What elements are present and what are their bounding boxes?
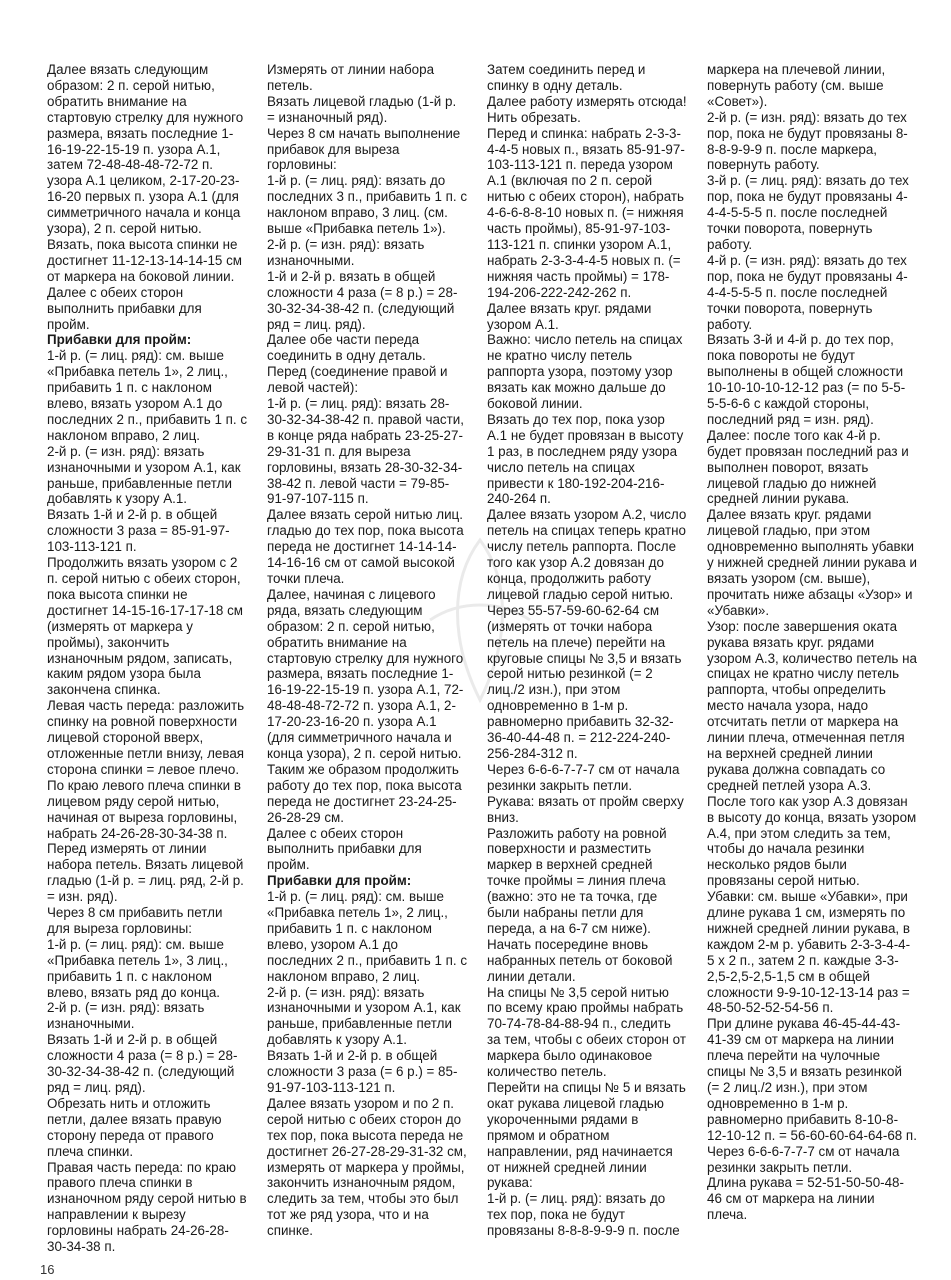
paragraph: Разложить работу на ровной поверхности и разместить маркер в верхней средней точке проймы = линия плеча (важно: это не та точка, где были набраны петли для переда, а на 6-7 см ниже). [487, 825, 667, 936]
paragraph: 3-й р. (= лиц. ряд): вязать до тех пор, пока не будут провязаны 4-4-4-5-5-5 п. после последней точки поворота, повернуть работу. [707, 173, 909, 252]
paragraph: Через 8 см начать выполнение прибавок для выреза горловины: [267, 125, 461, 173]
paragraph: Через 6-6-6-7-7-7 см от начала резинки закрыть петли. [707, 1143, 900, 1175]
paragraph: Вязать 3-й и 4-й р. до тех пор, пока повороты не будут выполнены в общей сложности 10-10-10-10-12-12 раз (= по 5-5-5-5-6-6 с каждой стороны, последний ряд = изн. ряд). [707, 332, 906, 427]
paragraph: маркера на плечевой линии, повернуть работу (см. выше «Совет»). [707, 62, 886, 109]
paragraph: Далее обе части переда соединить в одну деталь. [267, 332, 426, 364]
paragraph: Правая часть переда: по краю правого плеча спинки в изнаночном ряду серой нитью в направлении к вырезу горловины набрать 24-26-28-30-34-38 п. [47, 1159, 247, 1255]
paragraph: 2-й р. (= изн. ряд): вязать изнаночными и узором А.1, как раньше, прибавленные петли добавлять к узору А.1. [47, 443, 241, 507]
paragraph: Далее вязать узором и по 2 п. серой нитью с обеих сторон до тех пор, пока высота переда не достигнет 26-27-28-29-31-32 см, измерять от маркера у проймы, закончить изнаночным рядом, следить за тем, чтобы это был тот же ряд узора, что и на спинке. [267, 1095, 467, 1239]
paragraph: 2-й р. (= изн. ряд): вязать до тех пор, пока не будут провязаны 8-8-8-9-9-9 п. после маркера, повернуть работу. [707, 109, 908, 173]
paragraph: Прибавки для пройм: [47, 332, 192, 348]
paragraph: Далее работу измерять отсюда! Нить обрезать. [487, 93, 687, 125]
paragraph: Затем соединить перед и спинку в одну деталь. [487, 62, 646, 93]
paragraph: Вязать 1-й и 2-й р. в общей сложности 3 раза (= 6 р.) = 85-91-97-103-113-121 п. [267, 1048, 458, 1095]
paragraph: Перед и спинка: набрать 2-3-3-4-4-5 новых п., вязать 85-91-97-103-113-121 п. переда узором А.1 (включая по 2 п. серой нитью с обеих сторон), набрать 4-6-6-8-8-10 новых п. (= нижняя часть проймы), 85-91-97-103-113-121 п. спинки узором А.1, набрать 2-3-3-4-4-5 новых п. (= нижняя часть проймы) = 178-194-206-222-242-262 п. [487, 125, 685, 300]
paragraph: 1-й р. (= лиц. ряд): см. выше «Прибавка петель 1», 2 лиц., прибавить 1 п. с наклоном влево, узором А.1 до последних 2 п., прибавить 1 п. с наклоном вправо, 2 лиц. [267, 889, 467, 984]
paragraph: 2-й р. (= изн. ряд): вязать изнаночными. [47, 1000, 205, 1032]
paragraph: Далее, начиная с лицевого ряда, вязать следующим образом: 2 п. серой нитью, обратить внимание на стартовую стрелку для нужного размера, вязать последние 1-16-19-22-15-19 п. узора А.1, 72-48-48-48-72-72 п. узора А.1, 2-17-20-23-16-20 п. узора А.1 (для симметричного начала и конца узора), 2 п. серой нитью. [267, 586, 464, 761]
paragraph: Начать посередине вновь набранных петель от боковой линии детали. [487, 936, 673, 984]
paragraph: Далее с обеих сторон выполнить прибавки для пройм. [267, 825, 422, 873]
page-number: 16 [40, 1262, 55, 1277]
paragraph: Продолжить вязать узором с 2 п. серой нитью с обеих сторон, пока высота спинки не достигнет 14-15-16-17-17-18 см (измерять от маркера у проймы), закончить изнаночным рядом, записать, каким рядом узора была закончена спинка. [47, 555, 243, 698]
paragraph: Левая часть переда: разложить спинку на ровной поверхности лицевой стороной вверх, отложенные петли внизу, левая сторона спинки = левое плечо. [47, 698, 245, 777]
paragraph: Перейти на спицы № 5 и вязать окат рукава лицевой гладью укороченными рядами в прямом и обратном направлении, ряд начинается от нижней средней линии рукава: [487, 1080, 686, 1191]
paragraph: 2-й р. (= изн. ряд): вязать изнаночными и узором А.1, как раньше, прибавленные петли добавлять к узору А.1. [267, 984, 461, 1048]
text-column-1 [47, 62, 247, 1267]
paragraph: 1-й и 2-й р. вязать в общей сложности 4 раза (= 8 р.) = 28-30-32-34-38-42 п. (следующий ряд = лиц. ряд). [267, 268, 458, 332]
text-column-3 [487, 62, 687, 1267]
paragraph: 1-й р. (= лиц. ряд): вязать до тех пор, пока не будут провязаны 8-8-8-9-9-9 п. после [487, 1191, 680, 1239]
paragraph: Измерять от линии набора петель. [267, 62, 435, 93]
paragraph: На спицы № 3,5 серой нитью по всему краю проймы набрать 70-74-78-84-88-94 п., следить за тем, чтобы с обеих сторон от маркера было одинаковое количество петель. [487, 984, 686, 1080]
paragraph: Через 55-57-59-60-62-64 см (измерять от точки набора петель на плече) перейти на круговые спицы № 3,5 и вязать серой нитью резинкой (= 2 лиц./2 изн.), при этом одновременно в 1-м р. равномерно прибавить 32-32-36-40-44-48 п. = 212-224-240-256-284-312 п. [487, 602, 682, 761]
paragraph: Перед измерять от линии набора петель. Вязать лицевой гладью (1-й р. = лиц. ряд, 2-й р. = изн. ряд). [47, 841, 244, 905]
text-column-4 [707, 62, 917, 1267]
paragraph: Далее вязать круг. рядами узором А.1. [487, 300, 652, 332]
paragraph: 2-й р. (= изн. ряд): вязать изнаночными. [267, 236, 425, 268]
paragraph: Важно: число петель на спицах не кратно числу петель раппорта узора, поэтому узор вязать как можно дальше до боковой линии. [487, 332, 683, 412]
paragraph: По краю левого плеча спинки в лицевом ряду серой нитью, начиная от выреза горловины, набрать 24-26-28-30-34-38 п. [47, 777, 241, 841]
paragraph: Перед (соединение правой и левой частей): [267, 364, 448, 396]
paragraph: 1-й р. (= лиц. ряд): см. выше «Прибавка петель 1», 2 лиц., прибавить 1 п. с наклоном влево, вязать узором А.1 до последних 2 п., прибавить 1 п. с наклоном вправо, 2 лиц. [47, 348, 247, 443]
paragraph: Убавки: см. выше «Убавки», при длине рукава 1 см, измерять по нижней средней линии рукава, в каждом 2-м р. убавить 2-3-3-4-4-5 х 2 п., затем 2 п. каждые 3-3-2,5-2,5-2,5-1,5 см в общей сложности 9-9-10-12-13-14 раз = 48-50-52-52-54-56 п. [707, 889, 911, 1016]
paragraph: Далее вязать следующим образом: 2 п. серой нитью, обратить внимание на стартовую стрелку для нужного размера, вязать последние 1-16-19-22-15-19 п. узора А.1, затем 72-48-48-48-72-72 п. узора А.1 целиком, 2-17-20-23-16-20 первых п. узора А.1 (для симметричного начала и конца узора), 2 п. серой нитью. Вязать, пока высота спинки не достигнет 11-12-13-14-14-15 см от маркера на боковой линии. [47, 62, 244, 284]
paragraph: Далее: после того как 4-й р. будет провязан последний раз и выполнен поворот, вязать лицевой гладью до нижней средней линии рукава. [707, 427, 909, 507]
paragraph: Далее вязать круг. рядами лицевой гладью, при этом одновременно выполнять убавки у нижней средней линии рукава и вязать узором (см. выше), прочитать ниже абзацы «Узор» и «Убавки». [707, 507, 917, 618]
text-column-2 [267, 62, 467, 1267]
paragraph: После того как узор А.3 довязан в высоту до конца, вязать узором А.4, при этом следить за тем, чтобы до начала резинки несколько рядов были провязаны серой нитью. [707, 793, 917, 889]
paragraph: Через 8 см прибавить петли для выреза горловины: [47, 905, 223, 936]
paragraph: 4-й р. (= изн. ряд): вязать до тех пор, пока не будут провязаны 4-4-4-5-5-5 п. после последней точки поворота, повернуть работу. [707, 252, 908, 332]
paragraph: Через 6-6-6-7-7-7 см от начала резинки закрыть петли. [487, 761, 680, 793]
paragraph: Обрезать нить и отложить петли, далее вязать правую сторону переда от правого плеча спинки. [47, 1095, 222, 1159]
paragraph: Далее вязать серой нитью лиц. гладью до тех пор, пока высота переда не достигнет 14-14-14-14-16-16 см от самой высокой точки плеча. [267, 507, 464, 586]
paragraph: Далее вязать узором А.2, число петель на спицах теперь кратно числу петель раппорта. После того как узор А.2 довязан до конца, продолжить работу лицевой гладью серой нитью. [487, 507, 687, 602]
paragraph: Далее с обеих сторон выполнить прибавки для пройм. [47, 284, 202, 332]
paragraph: Вязать 1-й и 2-й р. в общей сложности 3 раза = 85-91-97-103-113-121 п. [47, 507, 230, 555]
paragraph: Рукава: вязать от пройм сверху вниз. [487, 793, 684, 825]
paragraph: Узор: после завершения оката рукава вязать круг. рядами узором А.3, количество петель на спицах не кратно числу петель раппорта, чтобы определить место начала узора, надо отсчитать петли от маркера на линии плеча, отмеченная петля на верхней средней линии рукава должна совпадать со средней петлей узора А.3. [707, 618, 917, 793]
paragraph: При длине рукава 46-45-44-43-41-39 см от маркера на линии плеча перейти на чулочные спицы № 3,5 и вязать резинкой (= 2 лиц./2 изн.), при этом одновременно в 1-м р. равномерно прибавить 8-10-8-12-10-12 п. = 56-60-60-64-64-68 п. [707, 1016, 917, 1143]
paragraph: Вязать лицевой гладью (1-й р. = изнаночный ряд). [267, 93, 457, 125]
paragraph: Прибавки для пройм: [267, 873, 412, 889]
paragraph: Вязать 1-й и 2-й р. в общей сложности 4 раза (= 8 р.) = 28-30-32-34-38-42 п. (следующий ряд = лиц. ряд). [47, 1032, 238, 1095]
paragraph: Вязать до тех пор, пока узор А.1 не будет провязан в высоту 1 раз, в последнем ряду узора число петель на спицах привести к 180-192-204-216-240-264 п. [487, 411, 684, 507]
paragraph: Таким же образом продолжить работу до тех пор, пока высота переда не достигнет 23-24-25-26-28-29 см. [267, 761, 462, 825]
paragraph: 1-й р. (= лиц. ряд): см. выше «Прибавка петель 1», 3 лиц., прибавить 1 п. с наклоном влево, вязать ряд до конца. [47, 936, 228, 1000]
paragraph: Длина рукава = 52-51-50-50-48-46 см от маркера на линии плеча. [707, 1175, 904, 1223]
paragraph: 1-й р. (= лиц. ряд): вязать 28-30-32-34-38-42 п. правой части, в конце ряда набрать 23-25-27-29-31-31 п. для выреза горловины, вязать 28-30-32-34-38-42 п. левой части = 79-85-91-97-107-115 п. [267, 396, 464, 507]
paragraph: 1-й р. (= лиц. ряд): вязать до последних 3 п., прибавить 1 п. с наклоном вправо, 3 лиц. (см. выше «Прибавка петель 1»). [267, 173, 467, 237]
